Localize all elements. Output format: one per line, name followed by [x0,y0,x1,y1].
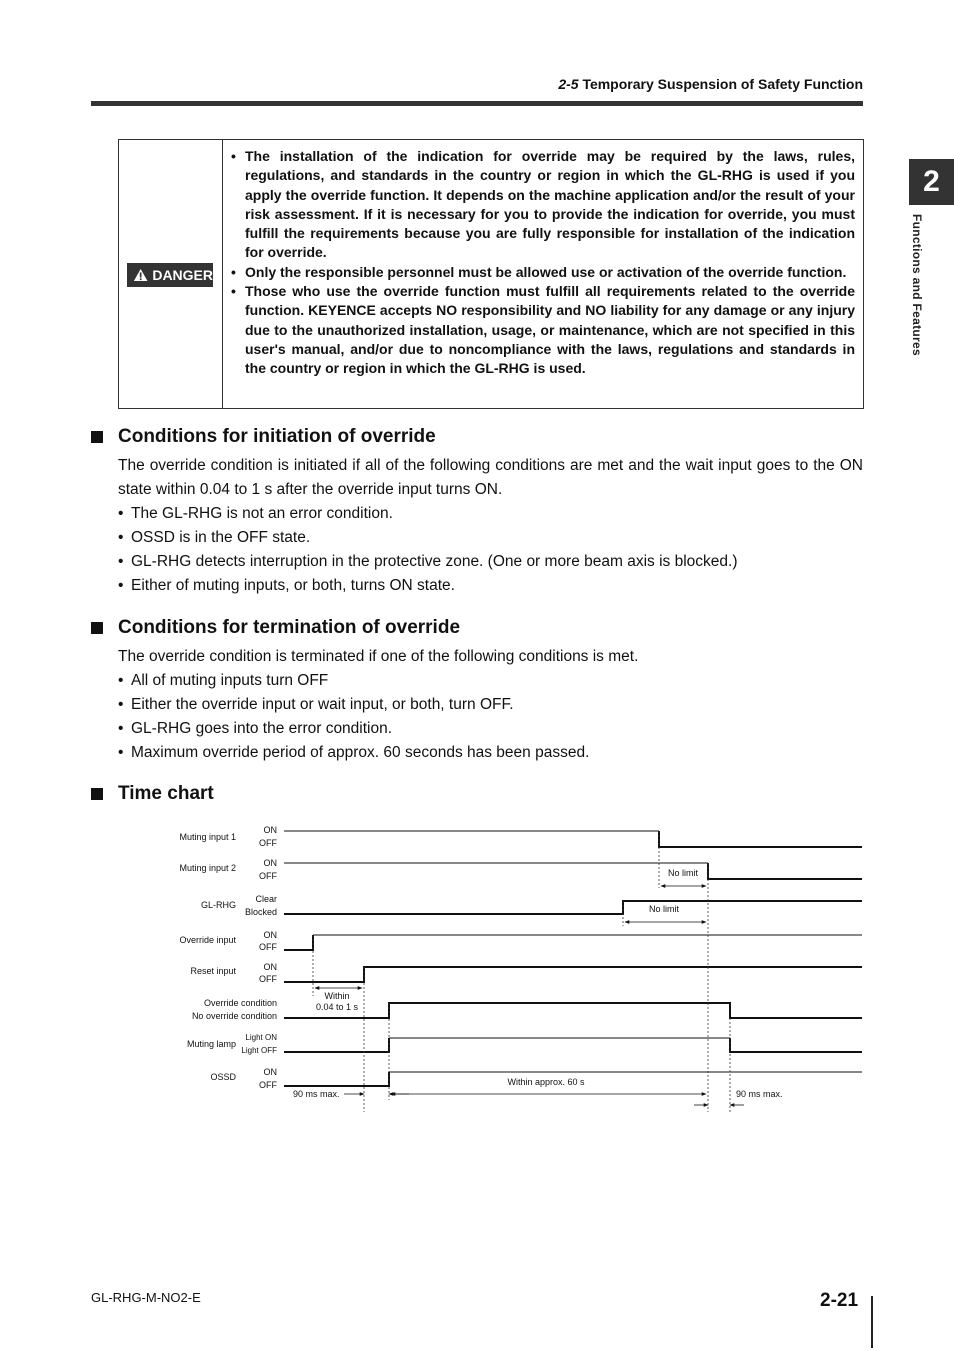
state-label-high: ON [263,858,277,868]
danger-item: • Only the responsible personnel must be allowed use or activation of the override function. [231,263,855,282]
waveform-override-input [284,935,313,950]
waveform-muting-input-1 [659,831,862,847]
waveform-gl-rhg [284,901,862,914]
signal-name: OSSD [210,1072,236,1082]
termination-intro: The override condition is terminated if one of the following conditions is met. [118,648,639,665]
state-label-low: Blocked [244,907,277,917]
list-item: • All of muting inputs turn OFF [118,669,589,693]
header-section-number: 2-5 [558,76,579,92]
annotation-90ms: 90 ms max. [736,1089,783,1099]
list-item: • Maximum override period of approx. 60 seconds has been passed. [118,741,589,765]
waveform-muting-lamp [284,1038,389,1052]
state-label-low: OFF [259,942,277,952]
waveform-override-condition [284,1003,862,1018]
list-item: • Either the override input or wait input, or both, turn OFF. [118,693,589,717]
annotation-90ms: 90 ms max. [293,1089,340,1099]
waveform-reset-input [284,967,862,982]
footer-rule [871,1296,873,1348]
state-label-high: Clear [255,894,277,904]
initiation-heading-text: Conditions for initiation of override [118,426,436,447]
danger-item: • The installation of the indication for override may be required by the laws, rules, regulations, and standards in the country or region in which the GL-RHG is used if you apply the override function. It depends on the machine application and/or the result of your risk assessment. If it is necessary for you to provide the indication for override, you must fulfill the requirements because you are fully responsible for installation of the indication for override. [231,147,855,263]
state-label-high: ON [263,930,277,940]
signal-name: Reset input [190,966,236,976]
timechart-heading-text: Time chart [118,783,214,804]
list-item: • GL-RHG goes into the error condition. [118,717,589,741]
list-item: • Either of muting inputs, or both, turns ON state. [118,574,738,598]
state-label-low: OFF [259,838,277,848]
state-label-high: Override condition [203,998,277,1008]
annotation-no-limit: No limit [667,868,699,878]
waveform-ossd [284,1072,389,1086]
signal-name: Muting input 2 [179,863,236,873]
state-label-low: Light OFF [241,1046,277,1055]
list-item: • The GL-RHG is not an error condition. [118,502,738,526]
signal-name: Muting lamp [186,1039,236,1049]
chapter-tab: 2 [909,159,954,205]
signal-name: Override input [179,935,236,945]
page-number: 2-21 [820,1290,859,1311]
header-section-title: Temporary Suspension of Safety Function [582,76,863,92]
state-label-low: OFF [259,1080,277,1090]
signal-name: Muting input 1 [179,832,236,842]
state-label-low: No override condition [191,1011,277,1021]
annotation-within-60s: Within approx. 60 s [507,1077,585,1087]
waveform-muting-lamp [730,1038,862,1052]
list-item: • OSSD is in the OFF state. [118,526,738,550]
termination-heading-text: Conditions for termination of override [118,617,461,638]
state-label-low: OFF [259,871,277,881]
state-label-high: ON [263,825,277,835]
document-code: GL-RHG-M-NO2-E [91,1290,201,1305]
state-label-low: OFF [259,974,277,984]
chapter-side-label: Functions and Features [910,214,924,356]
danger-badge-label: DANGER [152,267,213,283]
waveform-muting-input-2 [708,863,862,879]
state-label-high: Light ON [245,1033,277,1042]
annotation-within-range: 0.04 to 1 s [315,1002,359,1012]
danger-item: • Those who use the override function must fulfill all requirements related to the override function. KEYENCE accepts NO responsibility and NO liability for any damage or any injury due to the unauthorized installation, usage, or maintenance, which are not specified in this user's manual, and/or due to noncompliance with the laws, regulations and standards in the country or region in which the GL-RHG is used. [231,282,855,378]
annotation-no-limit: No limit [648,904,680,914]
list-item: • GL-RHG detects interruption in the protective zone. (One or more beam axis is blocked.) [118,550,738,574]
initiation-intro: The override condition is initiated if all of the following conditions are met and the wait input goes to the ON state within 0.04 to 1 s after the override input turns ON. [118,457,863,498]
signal-name: GL-RHG [200,900,236,910]
state-label-high: ON [263,1067,277,1077]
annotation-within: Within [324,991,350,1001]
state-label-high: ON [263,962,277,972]
